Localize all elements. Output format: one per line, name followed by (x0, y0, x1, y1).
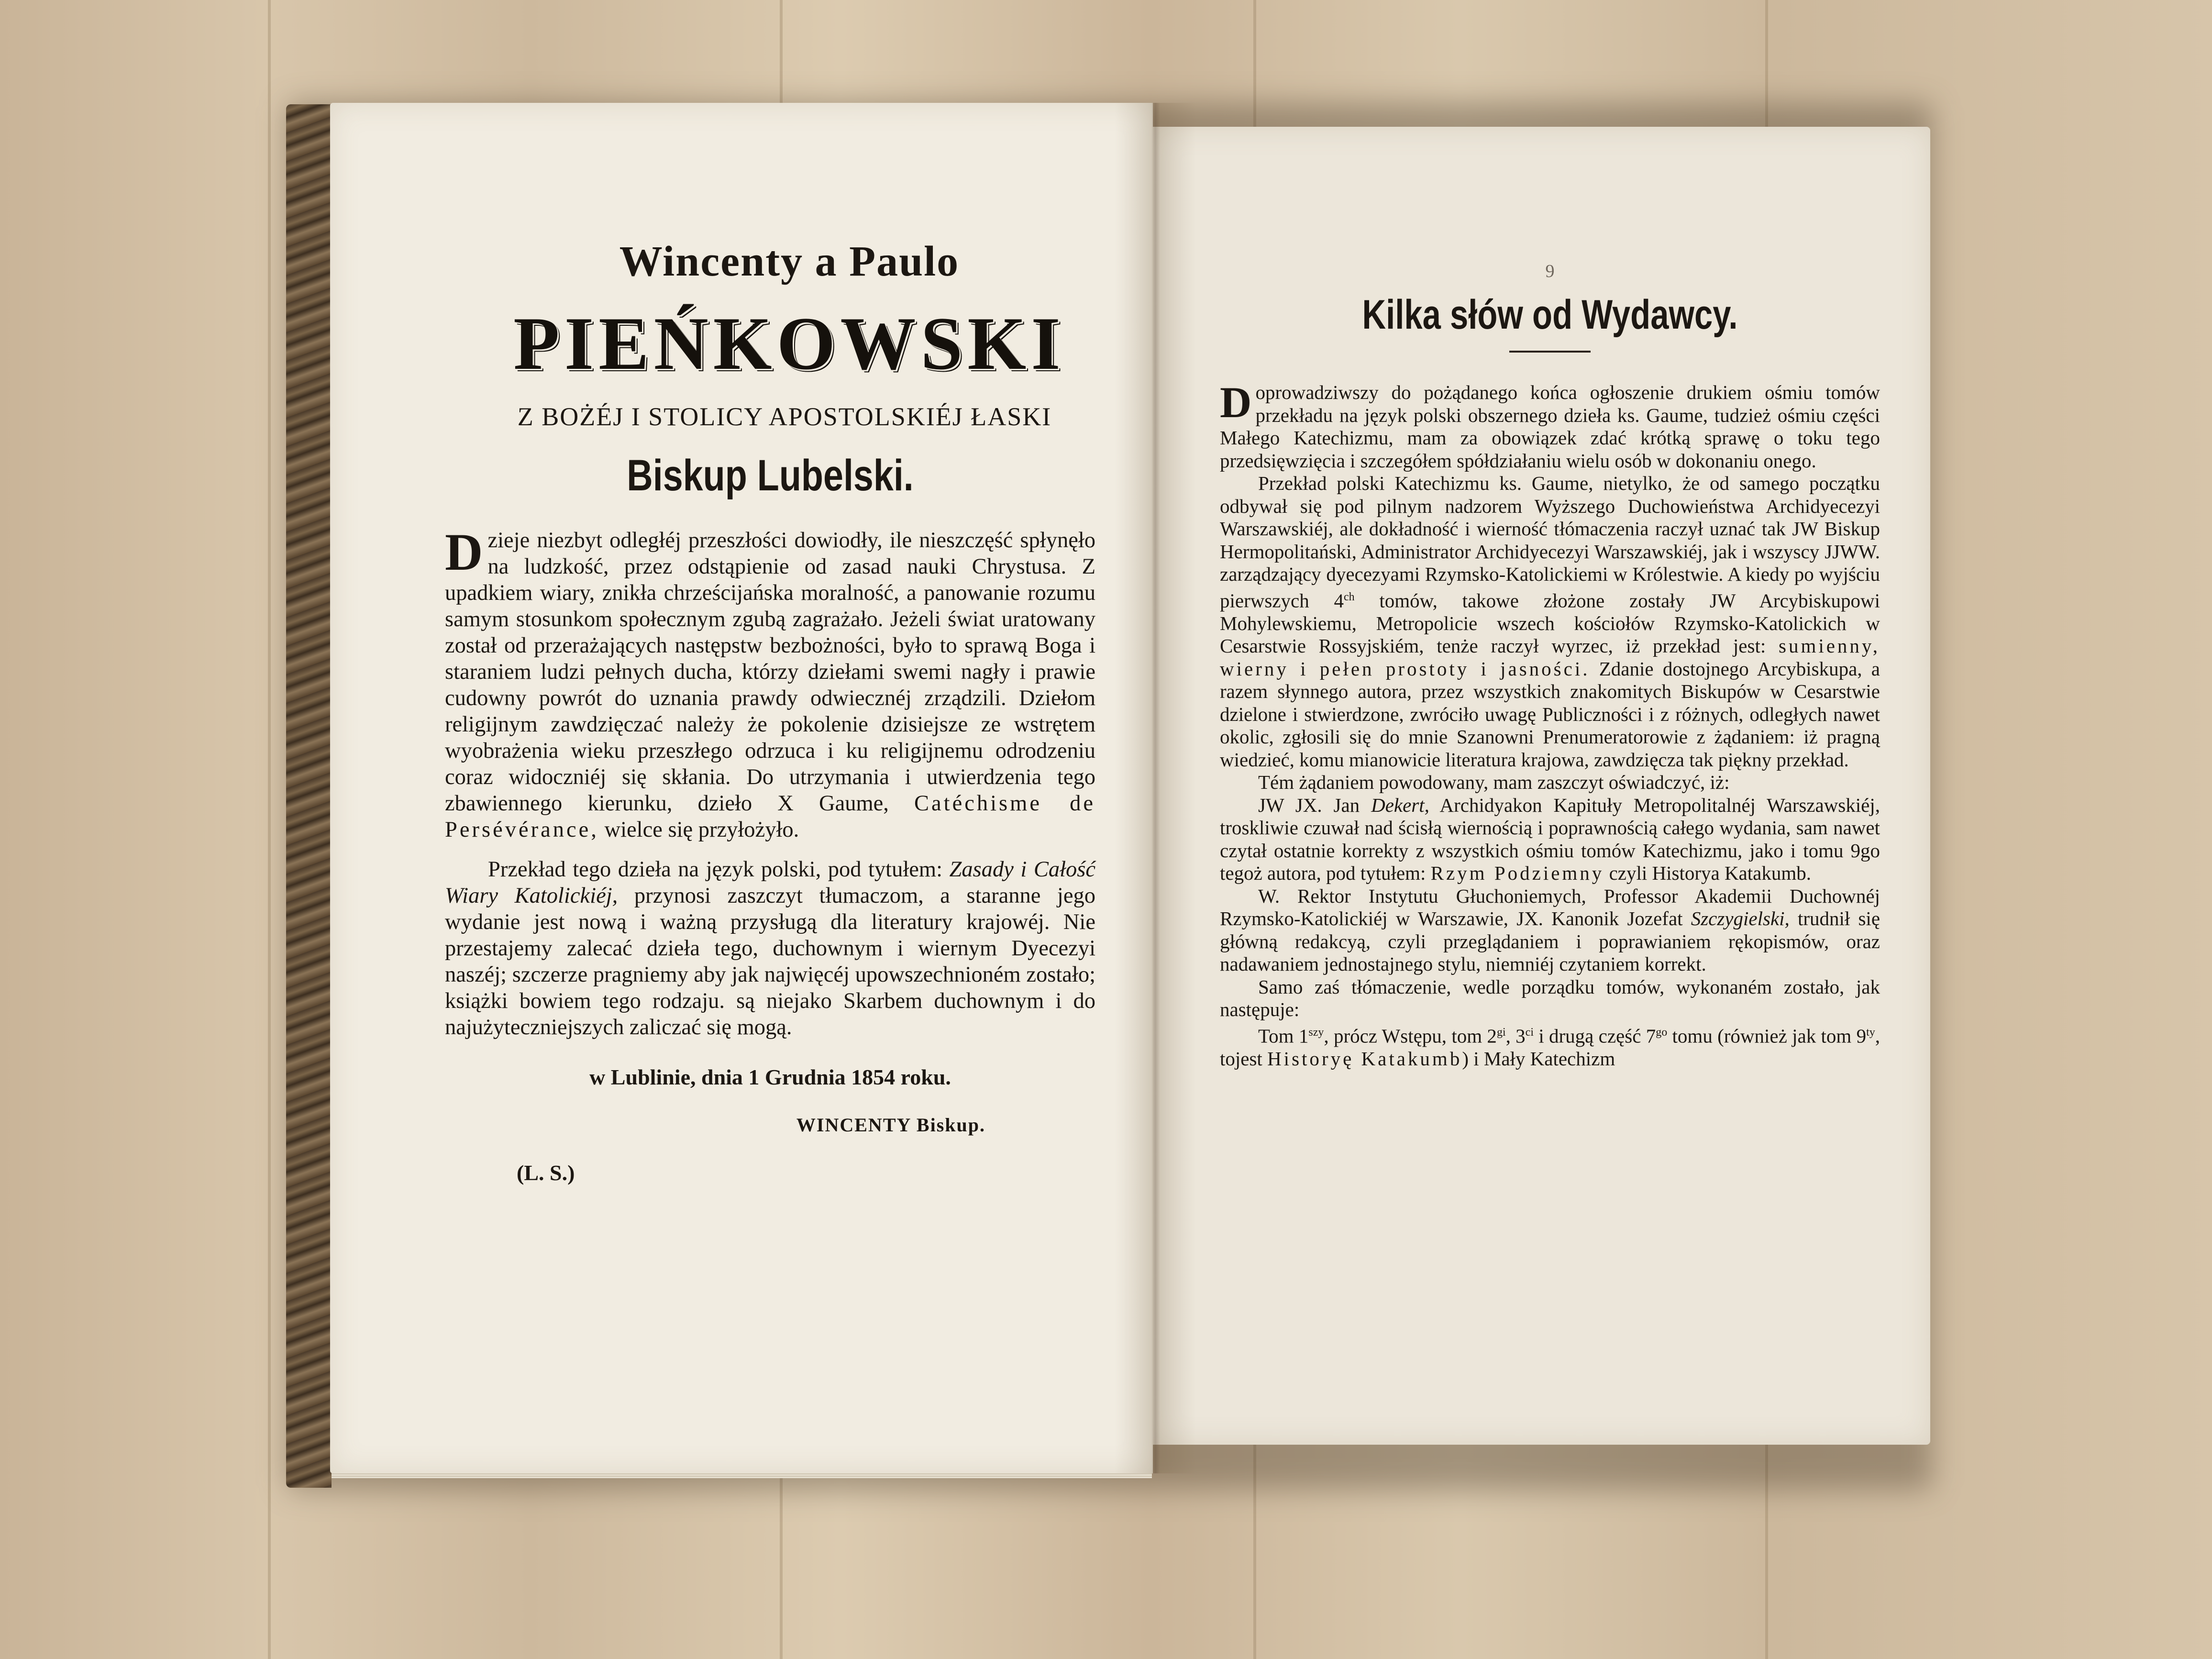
superscript: szy (1308, 1026, 1324, 1039)
paragraph: Samo zaś tłómaczenie, wedle porządku tomów, wykonaném zostało, jak następuje: (1220, 975, 1880, 1021)
paragraph-text: czyli Historya Katakumb. (1609, 862, 1811, 885)
paragraph-text: JW JX. Jan (1258, 794, 1360, 816)
title-rule (1509, 351, 1591, 353)
superscript: ty (1866, 1026, 1875, 1039)
paragraph-text: ) i Mały Katechizm (1462, 1047, 1615, 1070)
paragraph (445, 523, 1095, 843)
paragraph (1220, 794, 1880, 885)
superscript: ch (1343, 590, 1355, 603)
paragraph-text: tomów, takowe złożone zostały JW Arcybiskupowi Mohylewskiemu, Metropolicie wszech kościołów Rzymsko-Katolickich w Cesarstwie Rossyjskiém, tenże raczył wyrzec, iż przekład jest: (1220, 589, 1880, 657)
superscript: ci (1525, 1026, 1534, 1039)
book-title: Catéchisme de Persévérance, (445, 791, 1095, 842)
paragraph-text: i drugą część 7 (1538, 1025, 1656, 1047)
paragraph (1220, 885, 1880, 976)
paragraph (1220, 1021, 1880, 1071)
paragraph-text: , 3 (1505, 1025, 1526, 1047)
paragraph-text: Przekład tego dzieła na język polski, pod tytułem: (488, 857, 942, 882)
paragraph-text: przynosi zaszczyt tłumaczom, a staranne jego wydanie jest nową i ważną przysługą dla literatury krajowéj. Nie przestajemy zalecać dzieła tego, duchownym i wiernym Dyecezyi naszéj; szczerze pragniemy aby jak najwięcéj upowszechnioném zostało; książki bowiem tego rodzaju. są niejako Skarbem duchownym i do najużyteczniejszych zaliczać się mogą. (445, 884, 1095, 1040)
right-page (1153, 127, 1930, 1445)
date-line: w Lublinie, dnia 1 Grudnia 1854 roku. (589, 1065, 951, 1089)
emphasis-text: sumienny, wierny i pełen prostoty i jasności. (1220, 635, 1880, 680)
paragraph-text: , tojest (1220, 1025, 1880, 1070)
wood-plank-seam (268, 0, 271, 1659)
right-body (1220, 378, 1880, 1070)
bishop-surname: PIEŃKOWSKI (513, 302, 1065, 386)
bishop-title: Biskup Lubelski. (627, 451, 914, 500)
paragraph-text: wielce się przyłożyło. (604, 818, 799, 842)
paragraph-text: Zdanie dostojnego Arcybiskupa, a razem słynnego autora, przez wszystkich znakomitych Biskupów w Cesarstwie dzielone i stwierdzone, zwróciło uwagę Publiczności i z różnych, odległych nawet okolic, zgłosili się do mnie Szanowni Prenumeratorowie z żądaniem: iż pragną wiedzieć, komu mianowicie literatura krajowa, zawdzięcza tak piękny przekład. (1220, 657, 1880, 771)
paragraph-text: Tom 1 (1258, 1025, 1309, 1047)
left-page-content (445, 237, 1095, 1185)
paragraph: Tém żądaniem powodowany, mam zaszczyt oświadczyć, iż: (1258, 771, 1730, 794)
paragraph-text: oprowadziwszy do pożądanego końca ogłoszenie drukiem ośmiu tomów przekładu na język polski obszernego dzieła ks. Gaume, tudzież ośmiu części Małego Katechizmu, mam za obowiązek zdać krótką sprawę o toku tego przedsięwzięcia i szczegółem spółdziałaniu wielu osób w dokonaniu onego. (1220, 381, 1880, 472)
signature: WINCENTY Biskup. (796, 1114, 985, 1136)
superscript: gi (1496, 1026, 1506, 1039)
person-name: Szczygielski, (1691, 907, 1790, 930)
paragraph-text: zieje niezbyt odległéj przeszłości dowiodły, ile nieszczęść spłynęło na ludzkość, przez odstąpienie od zasad nauki Chrystusa. Z upadkiem wiary, znikła chrześcijańska moralność, a panowanie rozumu samym stosunkom społecznym zgubą zagrażało. Jeżeli świat uratowany został od przerażających następstw bezbożności, było to sprawą Boga i staraniem ludzi pełnych ducha, którzy dziełami swemi nagły i prawie cudowny powrót do uznania prawdy odwiecznéj zrządzili. Dziełom religijnym zawdzięczać należy że pokolenie dzisiejsze ze wstrętem wyobrażenia wieku przeszłego odrzuca i ku religijnemu odrodzeniu coraz widoczniéj się skłania. Do utrzymania i utwierdzenia tego zbawiennego kierunku, dzieło X Gaume, (445, 528, 1095, 816)
paragraph-text: , prócz Wstępu, tom 2 (1324, 1025, 1497, 1047)
drop-cap: D (445, 523, 483, 581)
paragraph-text: Przekład polski Katechizmu ks. Gaume, nietylko, że od samego początku odbywał się pod pilnym nadzorem Wyższego Duchowieństwa Archidyecezyi Warszawskiéj, ale dokładność i wierność tłómaczenia raczył uznać tak JW Biskup Hermopolitański, Administrator Archidyecezyi Warszawskiéj, jak i wszyscy JJWW. zarządzający dyecezyami Rzymsko-Katolickiemi w Królestwie. A kiedy po wyjściu pierwszych 4 (1220, 472, 1880, 612)
bishop-name-line1: Wincenty a Paulo (619, 238, 960, 285)
paragraph-text: W. Rektor Instytutu Głuchoniemych, Professor Akademii Duchownéj Rzymsko-Katolickiéj w Warszawie, JX. Kanonik Jozefat (1220, 885, 1880, 930)
paragraph-text: trudnił się główną redakcyą, czyli przeglądaniem i poprawianiem rękopismów, oraz nadawaniem jednostajnego stylu, niemniéj czytaniem korrekt. (1220, 907, 1880, 975)
emphasis-text: Historyę Katakumb (1267, 1047, 1462, 1070)
page-number: 9 (1545, 261, 1555, 281)
grace-line: Z BOŻÉJ I STOLICY APOSTOLSKIÉJ ŁASKI (517, 402, 1052, 431)
seal-mark: (L. S.) (517, 1161, 575, 1185)
paragraph (445, 856, 1095, 1040)
left-page (330, 103, 1153, 1473)
paragraph-text: Archidyakon Kapituły Metropolitalnéj Warszawskiéj, troskliwie czuwał nad ścisłą wiernością i poprawnością całego wydania, sam nawet czytał ostatnie korrekty z wszystkich ośmiu tomów Katechizmu, jako i tomu 9go tegoż autora, pod tytułem: (1220, 794, 1880, 885)
left-body (445, 523, 1095, 1040)
paragraph (1220, 378, 1880, 472)
person-name: Dekert, (1371, 794, 1429, 816)
book-spine (286, 104, 332, 1488)
book-gutter (1115, 103, 1196, 1473)
book-title: Zasady i Całość Wiary Katolickiéj, (445, 857, 1095, 908)
paragraph-text: tomu (również jak tom 9 (1672, 1025, 1867, 1047)
right-page-content (1220, 261, 1880, 1070)
section-title: Kilka słów od Wydawcy. (1362, 292, 1738, 338)
emphasis-text: Rzym Podziemny (1430, 862, 1604, 885)
paragraph (1220, 472, 1880, 771)
superscript: go (1656, 1026, 1668, 1039)
drop-cap: D (1220, 378, 1252, 427)
